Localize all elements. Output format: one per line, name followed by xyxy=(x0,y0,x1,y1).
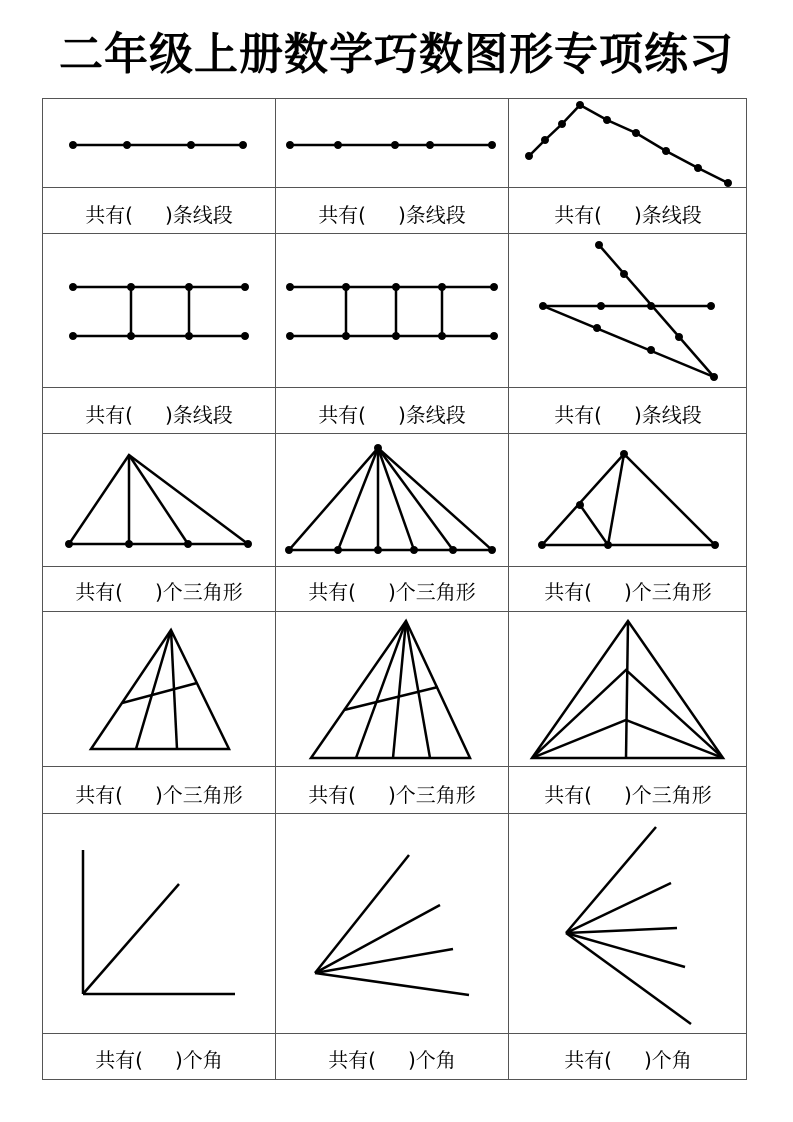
exercise-cell xyxy=(43,234,276,434)
figure-nested-triangles xyxy=(509,612,747,767)
figure-fan-4-lines xyxy=(276,434,508,567)
exercise-cell xyxy=(509,612,747,814)
answer-label: 共有( )条线段 xyxy=(554,403,702,427)
answer-label: 共有( )个三角形 xyxy=(75,580,243,604)
answer-label: 共有( )条线段 xyxy=(85,403,233,427)
exercise-grid xyxy=(42,98,747,1080)
exercise-cell xyxy=(276,434,509,612)
exercise-cell xyxy=(509,234,747,434)
figure-fan-3-with-crossline xyxy=(276,612,508,767)
answer-label: 共有( )个三角形 xyxy=(544,580,712,604)
answer-label: 共有( )条线段 xyxy=(554,203,702,227)
figure-split-triangle xyxy=(509,434,747,567)
answer-label: 共有( )个三角形 xyxy=(75,783,243,807)
exercise-cell xyxy=(276,234,509,434)
page-title: 二年级上册数学巧数图形专项练习 xyxy=(59,29,734,80)
figure-ladder-3-rungs xyxy=(276,234,508,388)
answer-label: 共有( )个角 xyxy=(95,1048,223,1072)
figure-crossing-lines xyxy=(509,234,747,388)
figure-fan-with-crossline xyxy=(43,612,275,767)
figure-ladder-2-rungs xyxy=(43,234,275,388)
exercise-cell xyxy=(43,814,276,1079)
exercise-cell xyxy=(43,612,276,814)
figure-line-4-points xyxy=(43,99,275,188)
exercise-cell xyxy=(276,99,509,234)
answer-label: 共有( )条线段 xyxy=(318,403,466,427)
exercise-cell xyxy=(276,612,509,814)
answer-label: 共有( )个三角形 xyxy=(544,783,712,807)
answer-label: 共有( )条线段 xyxy=(318,203,466,227)
exercise-cell xyxy=(509,814,747,1079)
answer-label: 共有( )条线段 xyxy=(85,203,233,227)
answer-label: 共有( )个角 xyxy=(328,1048,456,1072)
figure-fan-2-lines xyxy=(43,434,275,567)
answer-label: 共有( )个三角形 xyxy=(308,580,476,604)
exercise-cell xyxy=(509,434,747,612)
answer-label: 共有( )个三角形 xyxy=(308,783,476,807)
answer-label: 共有( )个角 xyxy=(564,1048,692,1072)
figure-line-5-points xyxy=(276,99,508,188)
exercise-cell xyxy=(43,434,276,612)
exercise-cell xyxy=(509,99,747,234)
exercise-cell xyxy=(43,99,276,234)
exercise-cell xyxy=(276,814,509,1079)
figure-angle-5-rays xyxy=(509,814,747,1034)
figure-angle-4-rays xyxy=(276,814,508,1034)
figure-angle-3-rays xyxy=(43,814,275,1034)
figure-polyline-8-points xyxy=(509,99,747,188)
